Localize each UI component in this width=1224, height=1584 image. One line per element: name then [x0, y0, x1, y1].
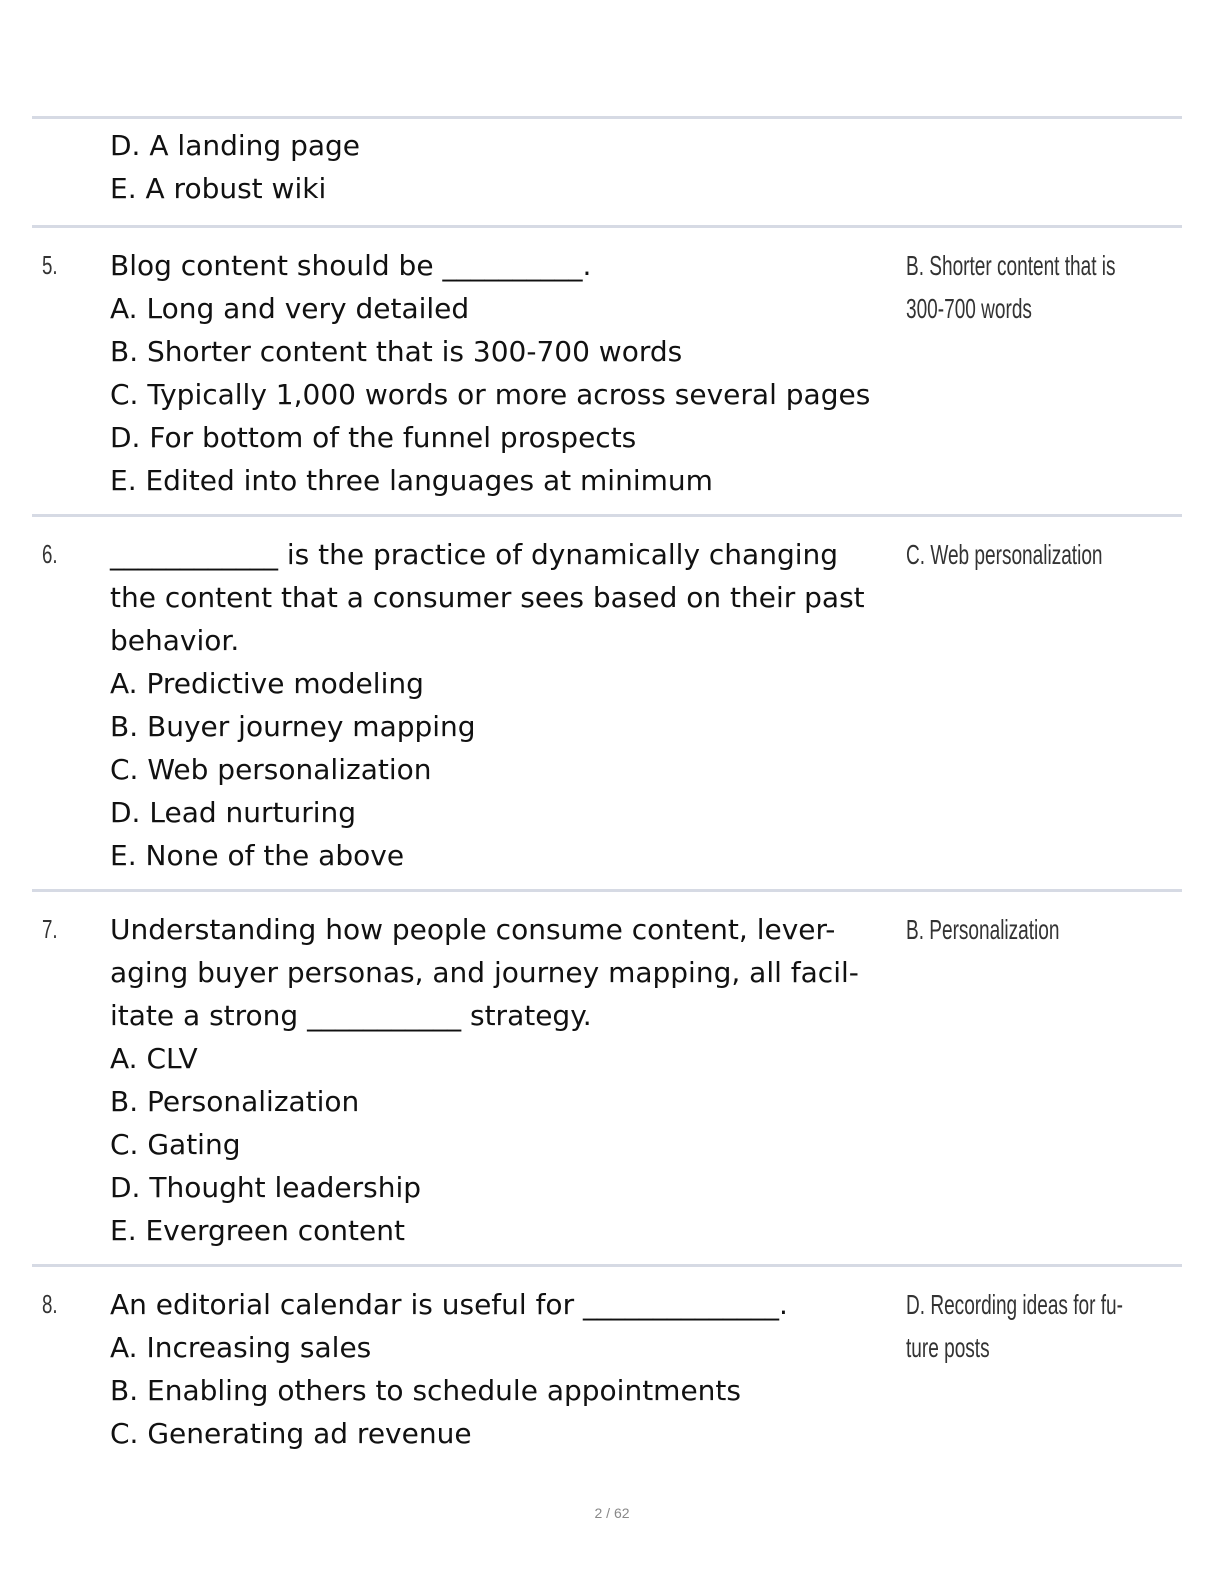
question-row-7 [32, 892, 1182, 1264]
answer-cell [906, 244, 1164, 330]
question-row-continued [32, 119, 1182, 225]
question-body [110, 244, 905, 502]
option-c: C. Web personalization [110, 753, 432, 786]
answer-text: B. Shorter content that is [906, 250, 1116, 281]
question-text: Blog content should be __________. [110, 249, 592, 282]
option-b: B. Enabling others to schedule appointments [110, 1374, 741, 1407]
question-number: 5. [42, 250, 58, 280]
option-a: A. Long and very detailed [110, 292, 470, 325]
option-e: E. None of the above [110, 839, 405, 872]
answer-cell [906, 533, 1164, 576]
option-c: C. Gating [110, 1128, 241, 1161]
answer-text: B. Personalization [906, 914, 1060, 945]
option-d: D. For bottom of the funnel prospects [110, 421, 637, 454]
option-d: D. Lead nurturing [110, 796, 357, 829]
option-a: A. Increasing sales [110, 1331, 372, 1364]
question-body [110, 1283, 905, 1455]
question-body [110, 124, 905, 210]
option-d: D. Thought leadership [110, 1171, 422, 1204]
question-row-6 [32, 517, 1182, 889]
question-body [110, 908, 905, 1252]
answer-text: D. Recording ideas for fu- [906, 1289, 1123, 1320]
option-e: E. Edited into three languages at minimum [110, 464, 713, 497]
answer-text: C. Web personalization [906, 539, 1103, 570]
question-text: itate a strong ___________ strategy. [110, 999, 592, 1032]
option-a: A. Predictive modeling [110, 667, 424, 700]
option-a: A. CLV [110, 1042, 198, 1075]
page-indicator: 2 / 62 [594, 1505, 630, 1521]
option-b: B. Shorter content that is 300-700 words [110, 335, 683, 368]
question-text: behavior. [110, 624, 240, 657]
answer-text: ture posts [906, 1332, 990, 1363]
question-text: An editorial calendar is useful for ______________. [110, 1288, 788, 1321]
question-table [32, 116, 1182, 1457]
option-c: C. Typically 1,000 words or more across several pages [110, 378, 871, 411]
option-e: E. A robust wiki [110, 172, 327, 205]
question-text: aging buyer personas, and journey mapping, all facil- [110, 956, 859, 989]
question-text: Understanding how people consume content, lever- [110, 913, 836, 946]
option-e: E. Evergreen content [110, 1214, 405, 1247]
option-c: C. Generating ad revenue [110, 1417, 472, 1450]
option-d: D. A landing page [110, 129, 361, 162]
option-b: B. Personalization [110, 1085, 360, 1118]
option-b: B. Buyer journey mapping [110, 710, 476, 743]
question-number: 7. [42, 914, 58, 944]
question-text: ____________ is the practice of dynamically changing [110, 538, 839, 571]
answer-cell [906, 1283, 1164, 1369]
question-number: 6. [42, 539, 58, 569]
question-number: 8. [42, 1289, 58, 1319]
question-row-5 [32, 228, 1182, 514]
answer-cell [906, 908, 1164, 951]
question-body [110, 533, 905, 877]
question-row-8 [32, 1267, 1182, 1457]
answer-text: 300-700 words [906, 293, 1032, 324]
question-text: the content that a consumer sees based on their past [110, 581, 865, 614]
